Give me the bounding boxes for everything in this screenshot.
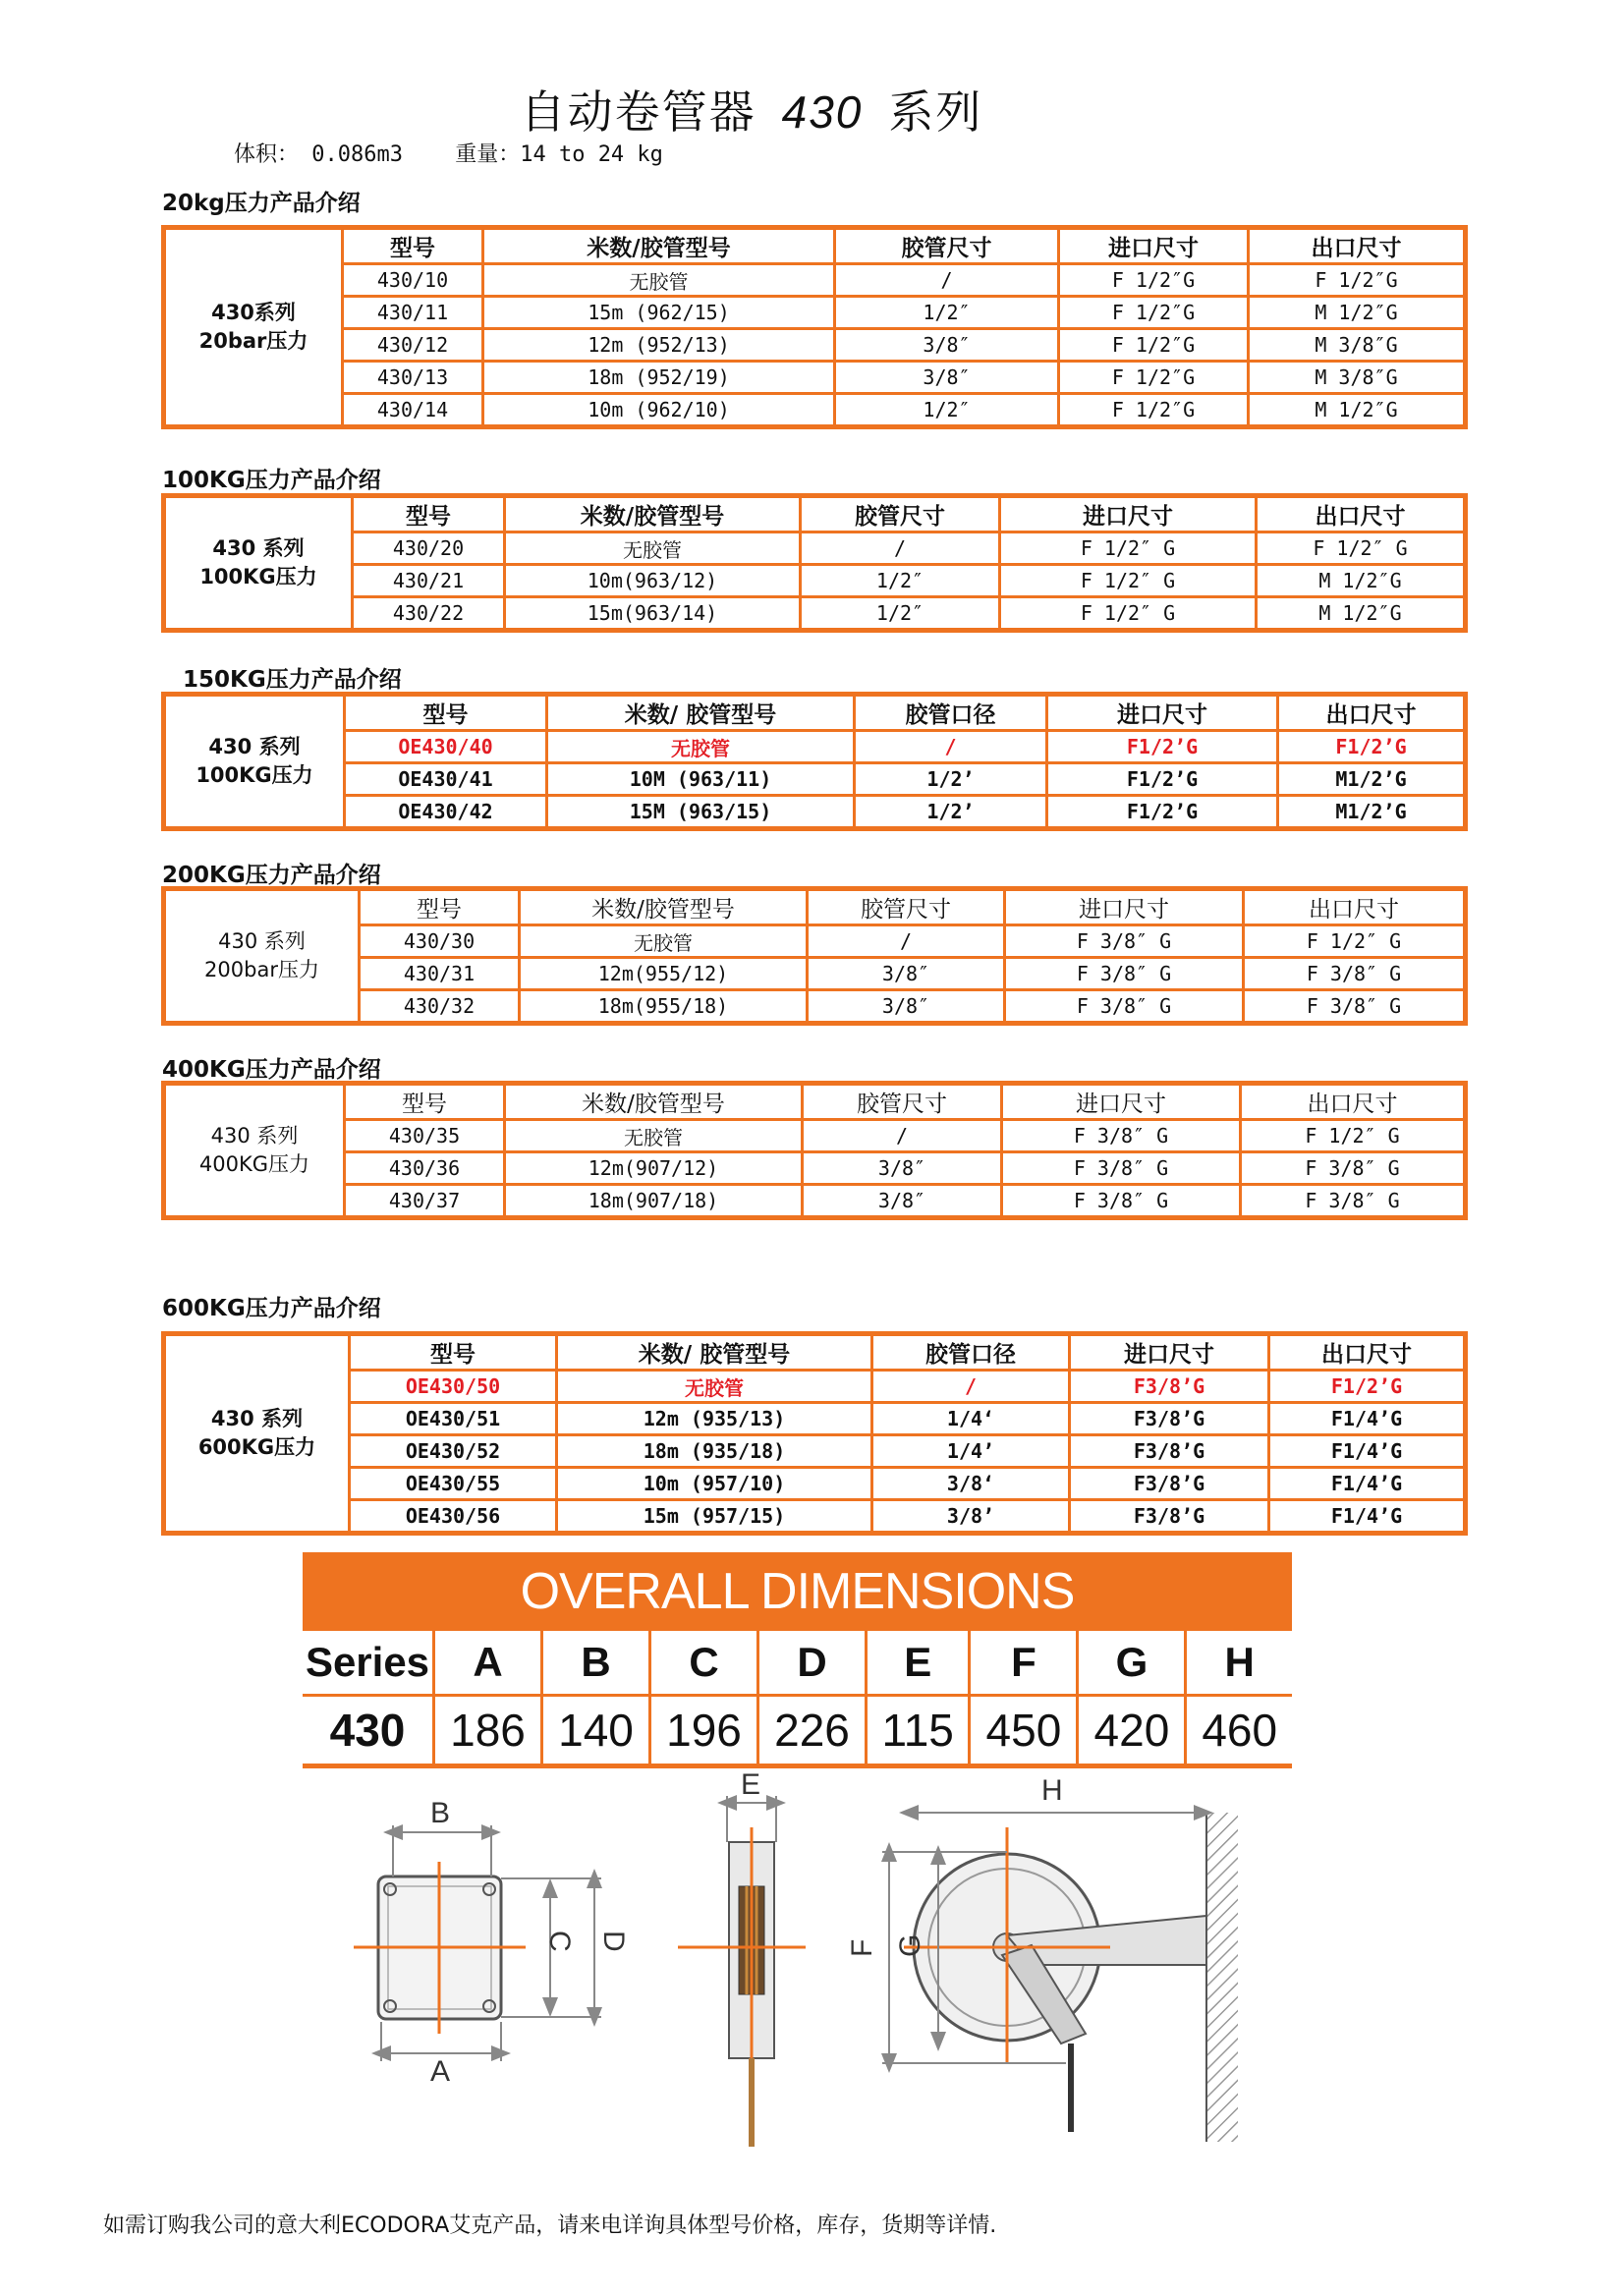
table-row: 430/35 无胶管 / F 3/8″ G F 1/2″ G — [164, 1120, 1466, 1152]
section-heading-100kg: 100KG压力产品介绍 — [162, 468, 381, 493]
dimensions-value-row: 430 186 140 196 226 115 450 420 460 — [303, 1696, 1292, 1766]
table-row: OE430/51 12m (935/13) 1/4‘ F3/8’G F1/4’G — [164, 1403, 1466, 1435]
series-label: 430系列 20bar压力 — [164, 228, 343, 427]
column-header: 胶管尺寸 — [835, 228, 1059, 264]
front-view-drawing — [354, 1797, 630, 2088]
title-prefix: 自动卷管器 — [520, 85, 756, 139]
column-header: 型号 — [345, 1084, 505, 1120]
title-suffix: 系列 — [888, 85, 983, 139]
column-header: 型号 — [353, 496, 505, 532]
label-b: B — [430, 1797, 451, 1829]
column-header: 米数/ 胶管型号 — [557, 1334, 872, 1371]
table-row: 430/31 12m(955/12) 3/8″ F 3/8″ G F 3/8″ G — [164, 958, 1466, 990]
overall-dimensions-table — [303, 1552, 1292, 1768]
dimensions-header-row: Series A B C D E F G H — [303, 1631, 1292, 1696]
dimensions-grid — [303, 1631, 1292, 1768]
product-meta — [234, 138, 702, 168]
table-row: 430/12 12m (952/13) 3/8″ F 1/2″G M 3/8″G — [164, 329, 1466, 362]
table-row: OE430/55 10m (957/10) 3/8‘ F3/8’G F1/4’G — [164, 1468, 1466, 1500]
column-header: 出口尺寸 — [1244, 889, 1466, 925]
label-f: F — [846, 1938, 878, 1957]
series-label: 430 系列 100KG压力 — [164, 695, 345, 829]
table-row: OE430/52 18m (935/18) 1/4’ F3/8’G F1/4’G — [164, 1435, 1466, 1468]
column-header: 胶管尺寸 — [803, 1084, 1002, 1120]
page-title — [0, 77, 1503, 141]
label-e: E — [741, 1768, 761, 1801]
table-row: 430/37 18m(907/18) 3/8″ F 3/8″ G F 3/8″ G — [164, 1185, 1466, 1218]
table-row: OE430/42 15M (963/15) 1/2’ F1/2’G M1/2’G — [164, 796, 1466, 829]
column-header: 进口尺寸 — [1002, 1084, 1241, 1120]
table-row: 430/36 12m(907/12) 3/8″ F 3/8″ G F 3/8″ G — [164, 1152, 1466, 1185]
section-heading-20kg: 20kg压力产品介绍 — [162, 191, 361, 216]
column-header: 胶管尺寸 — [808, 889, 1005, 925]
series-label: 430 系列 600KG压力 — [164, 1334, 350, 1534]
table-row: 430/32 18m(955/18) 3/8″ F 3/8″ G F 3/8″ G — [164, 990, 1466, 1024]
column-header: 进口尺寸 — [1070, 1334, 1269, 1371]
column-header: 型号 — [360, 889, 520, 925]
column-header: 米数/胶管型号 — [505, 1084, 803, 1120]
column-header: 米数/胶管型号 — [505, 496, 801, 532]
table-row: 430/13 18m (952/19) 3/8″ F 1/2″G M 3/8″G — [164, 362, 1466, 394]
section-heading-400kg: 400KG压力产品介绍 — [162, 1057, 381, 1083]
label-g: G — [894, 1933, 926, 1957]
label-a: A — [430, 2055, 451, 2088]
spec-table-100kg — [161, 493, 1468, 633]
column-header: 型号 — [345, 695, 547, 731]
dimension-drawings — [354, 1768, 1238, 2161]
column-header: 进口尺寸 — [1047, 695, 1278, 731]
section-heading-200kg: 200KG压力产品介绍 — [162, 863, 381, 888]
label-h: H — [1041, 1774, 1063, 1807]
label-c: C — [543, 1931, 576, 1952]
column-header: 出口尺寸 — [1241, 1084, 1466, 1120]
column-header: 出口尺寸 — [1257, 496, 1466, 532]
column-header: 米数/胶管型号 — [520, 889, 808, 925]
spec-table-150kg — [161, 692, 1468, 831]
wall-view-drawing — [846, 1774, 1238, 2142]
spec-table-20kg — [161, 225, 1468, 429]
column-header: 米数/胶管型号 — [483, 228, 835, 264]
column-header: 出口尺寸 — [1269, 1334, 1466, 1371]
table-row: 430/20 无胶管 / F 1/2″ G F 1/2″ G — [164, 532, 1466, 565]
table-row: 430/21 10m(963/12) 1/2″ F 1/2″ G M 1/2″G — [164, 565, 1466, 597]
side-view-drawing — [678, 1768, 806, 2147]
title-series: 430 — [781, 86, 864, 138]
table-row: 430/10 无胶管 / F 1/2″G F 1/2″G — [164, 264, 1466, 297]
column-header: 胶管口径 — [872, 1334, 1070, 1371]
column-header: 型号 — [343, 228, 483, 264]
table-row-highlight: OE430/40 无胶管 / F1/2’G F1/2’G — [164, 731, 1466, 763]
dimensions-heading: OVERALL DIMENSIONS — [303, 1552, 1292, 1631]
column-header: 出口尺寸 — [1249, 228, 1466, 264]
table-row: 430/11 15m (962/15) 1/2″ F 1/2″G M 1/2″G — [164, 297, 1466, 329]
volume-text: 体积： 0.086m3 — [234, 142, 403, 167]
label-d: D — [597, 1931, 630, 1952]
series-label: 430 系列 100KG压力 — [164, 496, 353, 631]
column-header: 进口尺寸 — [1059, 228, 1249, 264]
table-row: 430/22 15m(963/14) 1/2″ F 1/2″ G M 1/2″G — [164, 597, 1466, 631]
section-heading-150kg: 150KG压力产品介绍 — [183, 667, 402, 693]
section-heading-600kg: 600KG压力产品介绍 — [162, 1296, 381, 1321]
table-row: OE430/41 10M (963/11) 1/2’ F1/2’G M1/2’G — [164, 763, 1466, 796]
column-header: 胶管尺寸 — [801, 496, 1000, 532]
column-header: 进口尺寸 — [1000, 496, 1257, 532]
column-header: 胶管口径 — [855, 695, 1047, 731]
series-label: 430 系列 200bar压力 — [164, 889, 360, 1024]
table-row-highlight: OE430/50 无胶管 / F3/8’G F1/2’G — [164, 1371, 1466, 1403]
table-row: OE430/56 15m (957/15) 3/8’ F3/8’G F1/4’G — [164, 1500, 1466, 1534]
spec-table-200kg — [161, 886, 1468, 1026]
table-row: 430/14 10m (962/10) 1/2″ F 1/2″G M 1/2″G — [164, 394, 1466, 427]
table-row: 430/30 无胶管 / F 3/8″ G F 1/2″ G — [164, 925, 1466, 958]
footer-note: 如需订购我公司的意大利ECODORA艾克产品，请来电详询具体型号价格，库存，货期等详情. — [103, 2213, 997, 2238]
spec-table-400kg — [161, 1081, 1468, 1220]
column-header: 出口尺寸 — [1278, 695, 1466, 731]
spec-table-600kg — [161, 1331, 1468, 1536]
column-header: 型号 — [350, 1334, 557, 1371]
weight-text: 重量：14 to 24 kg — [455, 142, 663, 167]
column-header: 米数/ 胶管型号 — [547, 695, 855, 731]
column-header: 进口尺寸 — [1005, 889, 1244, 925]
series-label: 430 系列 400KG压力 — [164, 1084, 345, 1218]
